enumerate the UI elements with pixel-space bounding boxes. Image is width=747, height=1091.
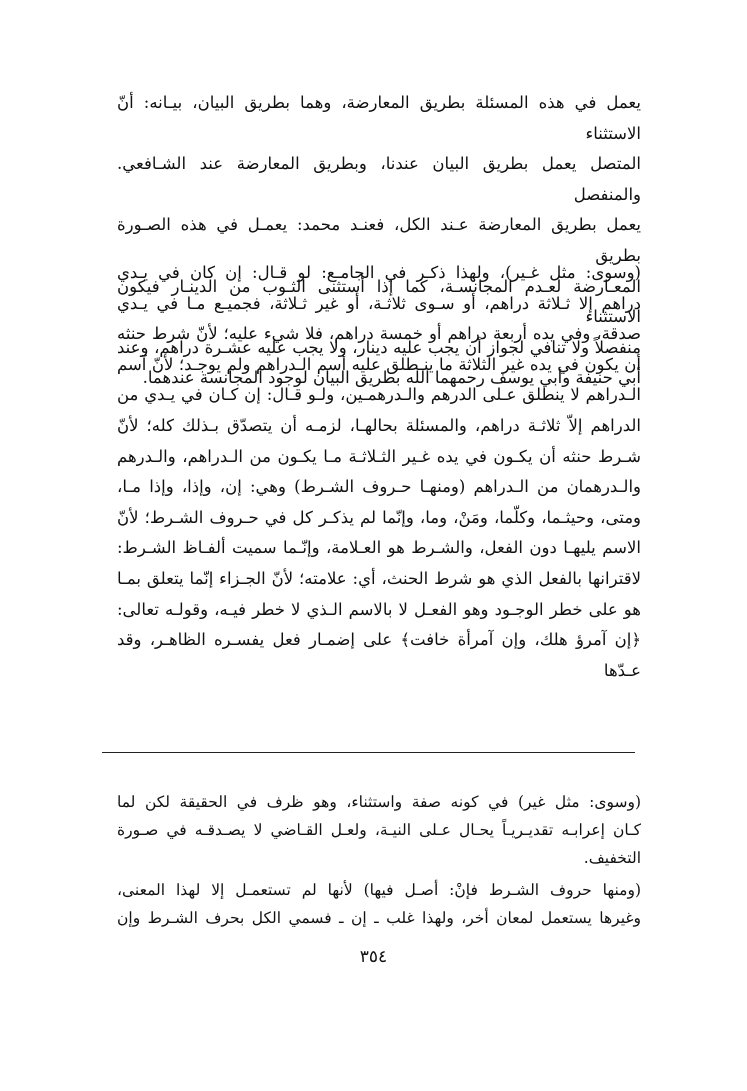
footnote-line: كـان إعرابـه تقديـريـاً يحـال عـلى النيـة، ولعـل القـاضي لا يصـدقـه في صـورة [117,821,641,839]
text-line: (وسوى: مثل غـير)، ولهذا ذكـر في الجامـع: لو قـال: إن كان في يـدي [117,263,641,282]
footnote-divider [102,752,635,753]
text-line: المعـارضة لعـدم المجانسـة، كما إذا أستثنى الثـوب من الدينـار فيكون الاستثناء [117,276,641,327]
text-line: والـدرهمان من الـدراهم (ومنهـا حـروف الشـرط) وهي: إن، وإذا، وإذا مـا، [117,477,641,497]
text-line: منفصلاً ولا تنافي لجواز أن يجب عليه دينار، ولا يجب عليه عشـرة دراهم، وعند [117,337,641,357]
text-line: هو على خطر الوجـود وهو الفعـل لا بالاسم الـذي لا خطر فيـه، وقولـه تعالى: [117,599,641,619]
text-line: أن يكون في يده غير الثلاثة ما ينـطلق عليه أسم الـدراهم ولم يوجـد؛ لأنّ آسم [117,354,641,374]
text-line: المتصل يعمل بطريق البيان عندنا، وبطريق المعارضة عند الشـافعي. والمنفصل [117,154,641,204]
text-line: الاسم يليهـا دون الفعل، والشـرط هو العـلامة، وإنّـما سميت ألفـاظ الشـرط: [117,538,641,558]
text-line: دراهم إلا ثـلاثة دراهم، أو سـوى ثلاثـة، أو غير ثـلاثة، فجميـع مـا في يـدي [117,293,641,313]
page-number: ٣٥٤ [359,947,388,967]
text-line: شـرط حنثه أن يكـون في يده غـير الثـلاثـة مـا يكـون من الـدراهم، والـدرهم [117,446,641,466]
text-line: الـدراهم لا ينطلق عـلى الدرهم والـدرهمـين، ولـو قـال: إن كـان في يـدي من [117,385,641,405]
text-line: ﴿إن آمرؤ هلك، وإن آمرأة خافت﴾ على إضمـار فعل يفسـره الظاهـر، وقد عـدّها [117,630,641,680]
main-paragraph-2 [117,258,641,686]
footnote-line: (ومنها حروف الشـرط فإنْ: أصـل فيها) لأنها لم تستعمـل إلا لهذا المعنى، [117,881,641,899]
footnote-line: وغيرها يستعمل لمعان أخر، ولهذا غلب ـ إن ـ فسمي الكل بحرف الشـرط وإن [117,909,641,927]
footnote-1 [117,788,641,872]
text-line: ومتى، وحيثـما، وكلّما، ومَنْ، وما، وإنّما لم يذكـر كل في حـروف الشـرط؛ لأنّ [117,507,641,527]
text-line: يعمل في هذه المسئلة بطريق المعارضة، وهما بطريق البيان، بيـانه: أنّ الاستثناء [117,93,641,143]
footnote-2 [117,876,641,932]
footnote-line: التخفيف. [583,849,641,867]
footnote-line: (وسوى: مثل غير) في كونه صفة واستثناء، وهو ظرف في الحقيقة لكن لما [117,793,641,811]
text-line: أبي حنيفة وأبي يوسف رحمهما الله بطريق البيان لوجود المجانسة عندهما. [142,368,641,388]
text-line: الدراهم إلاّ ثلاثـة دراهم، والمسئلة بحالهـا، لزمـه أن يتصدّق بـذلك كله؛ لأنّ [117,415,641,435]
text-line: صدقة، وفي يده أربعة دراهم أو خمسة دراهم، فلا شيء عليه؛ لأنّ شرط حنثه [117,324,641,344]
text-line: لاقترانها بالفعل الذي هو شرط الحنث، أي: علامته؛ لأنّ الجـزاء إنّما يتعلق بمـا [117,568,641,588]
text-line: يعمل بطريق المعارضة عـند الكل، فعنـد محمد: يعمـل في هذه الصـورة بطريق [117,215,641,265]
